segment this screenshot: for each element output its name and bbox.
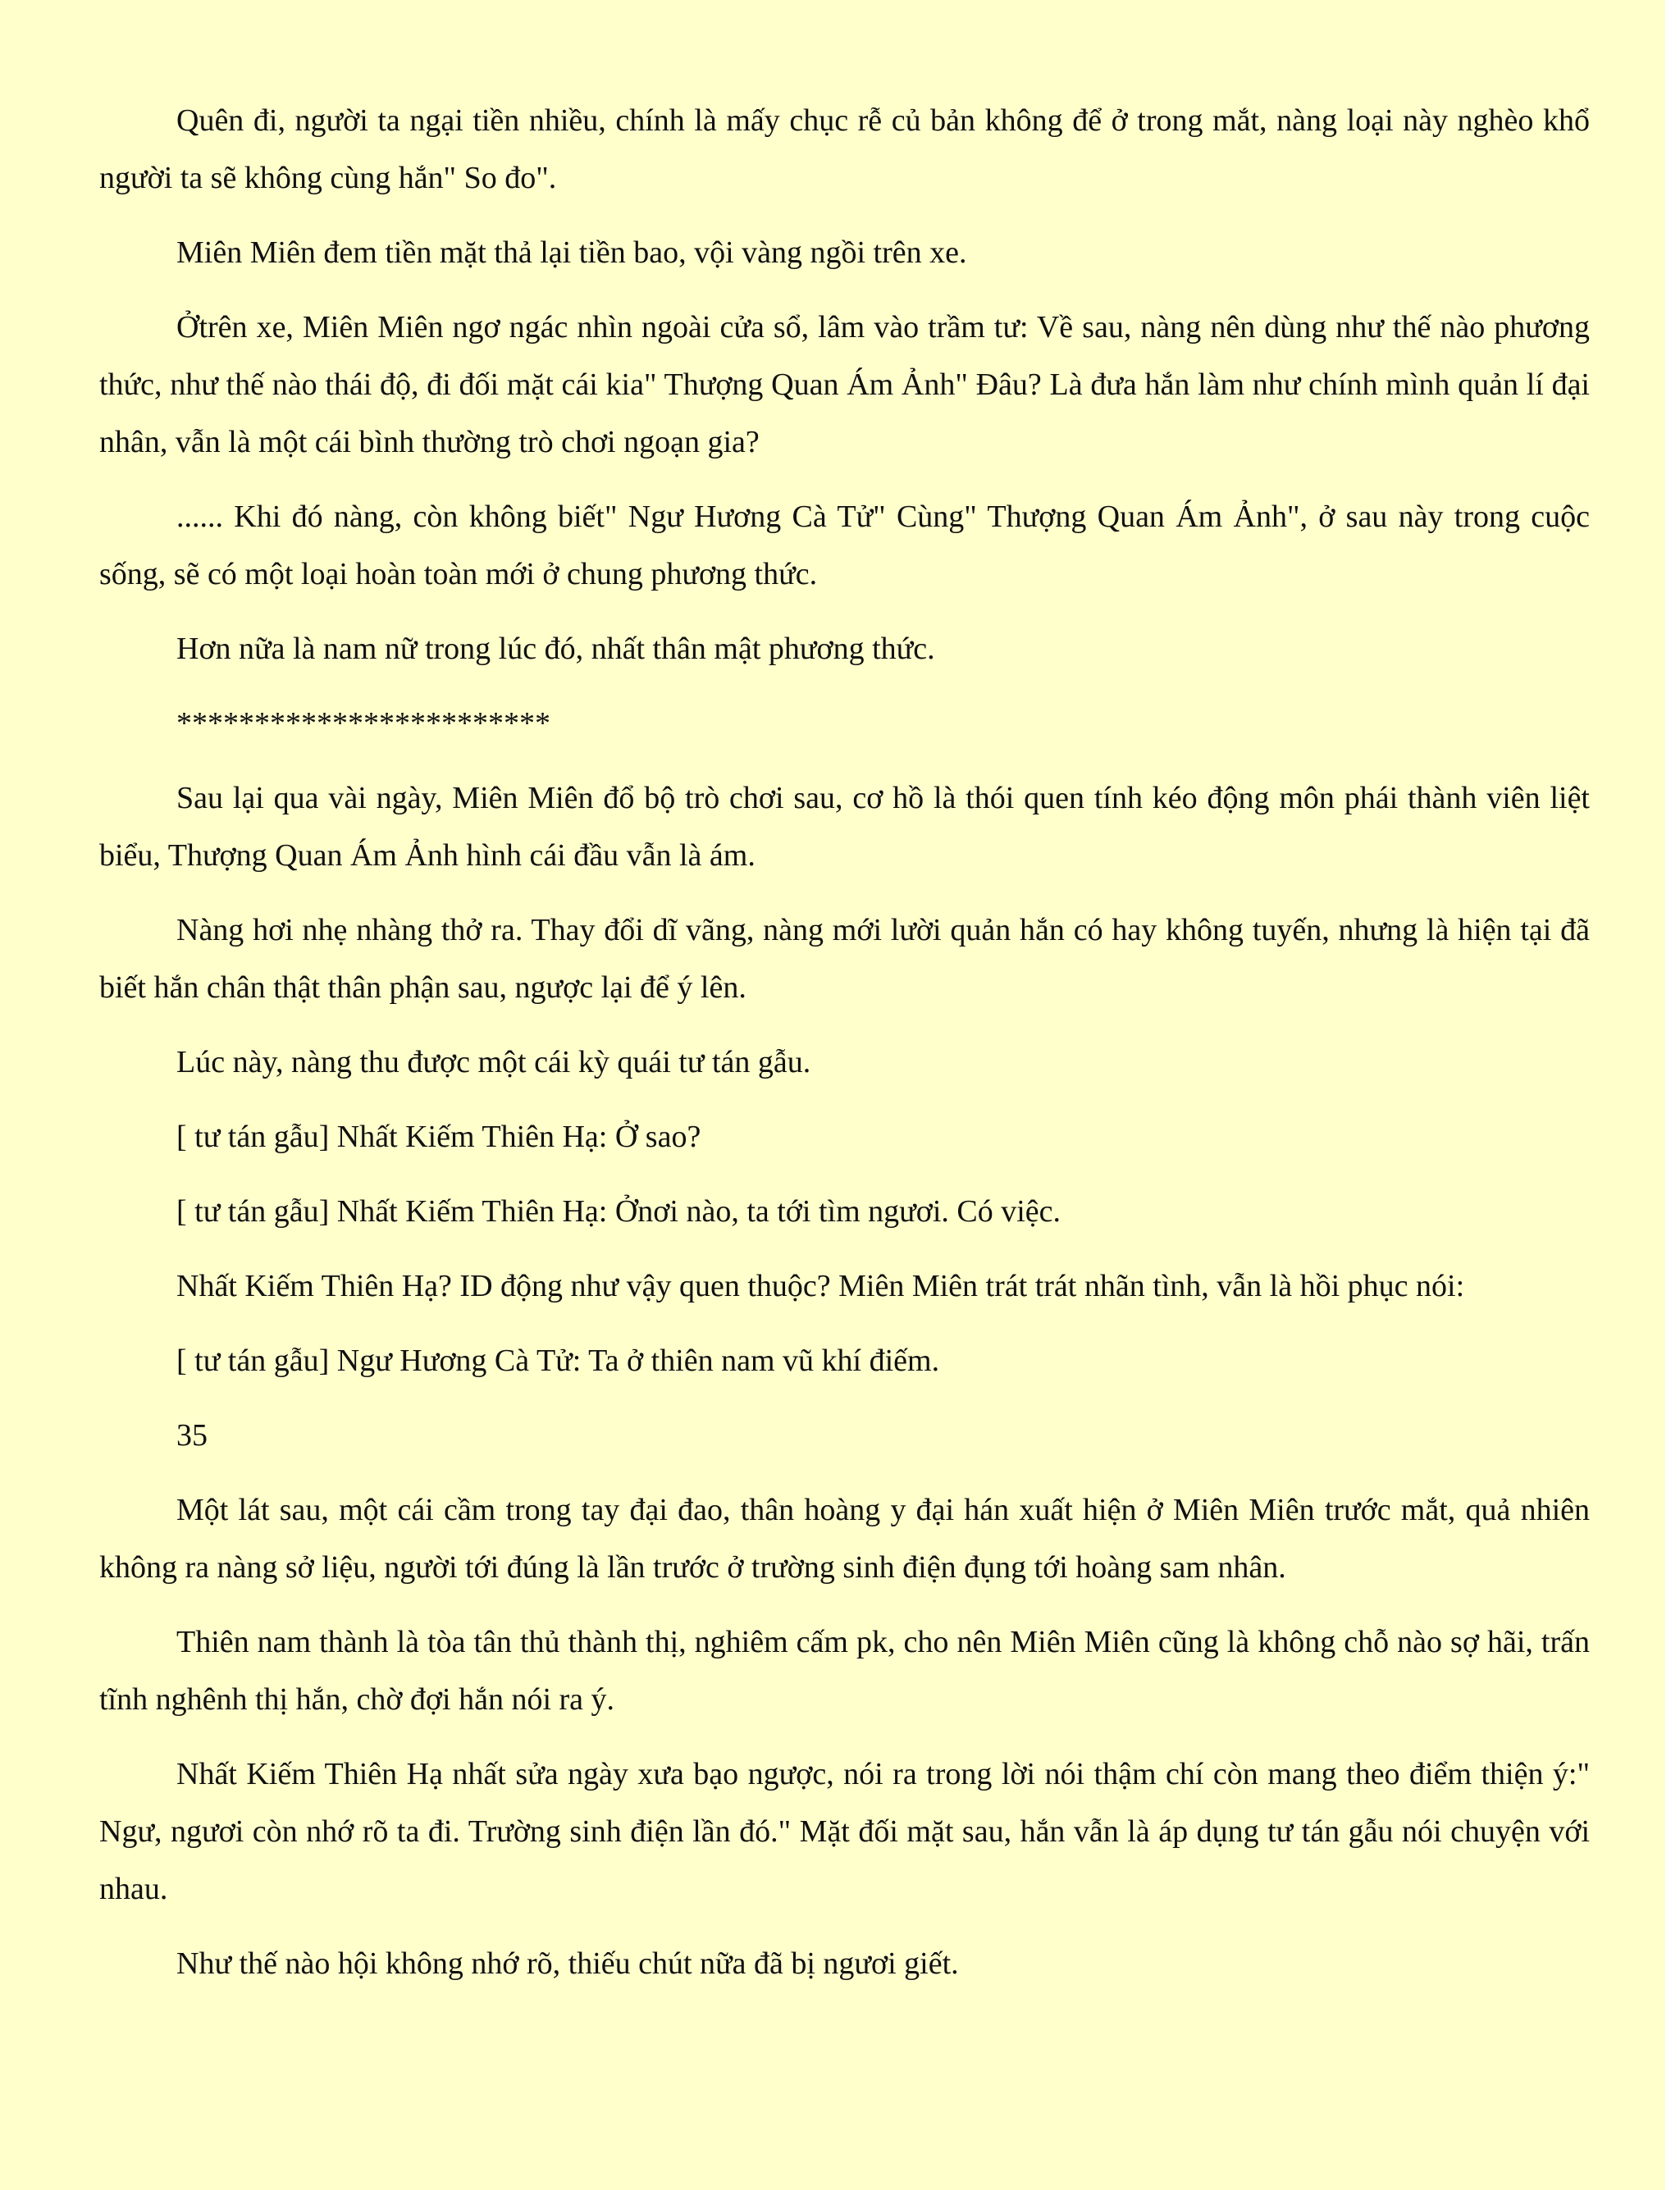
paragraph: Nhất Kiếm Thiên Hạ nhất sửa ngày xưa bạo ngược, nói ra trong lời nói thậm chí còn mang theo điểm thiện ý:" Ngư, ngươi còn nhớ rõ ta đi. Trường sinh điện lần đó." Mặt đối mặt sau, hắn vẫn là áp dụng tư tán gẫu nói chuyện với nhau. [99,1757,1590,1906]
paragraph: Nàng hơi nhẹ nhàng thở ra. Thay đổi dĩ vãng, nàng mới lười quản hắn có hay không tuyến, nhưng là hiện tại đã biết hắn chân thật thân phận sau, ngược lại để ý lên. [99,913,1590,1005]
chat-line: [ tư tán gẫu] Ngư Hương Cà Tử: Ta ở thiên nam vũ khí điếm. [176,1344,940,1378]
chat-line: [ tư tán gẫu] Nhất Kiếm Thiên Hạ: Ởnơi nào, ta tới tìm ngươi. Có việc. [176,1194,1061,1229]
paragraph: Lúc này, nàng thu được một cái kỳ quái tư tán gẫu. [176,1045,811,1079]
paragraph: Ởtrên xe, Miên Miên ngơ ngác nhìn ngoài cửa sổ, lâm vào trầm tư: Về sau, nàng nên dùng như thế nào phương thức, như thế nào thái độ, đi đối mặt cái kia" Thượng Quan Ám Ảnh" Đâu? Là đưa hắn làm như chính mình quản lí đại nhân, vẫn là một cái bình thường trò chơi ngoạn gia? [99,310,1590,459]
page-number: 35 [176,1418,208,1453]
paragraph: Miên Miên đem tiền mặt thả lại tiền bao, vội vàng ngồi trên xe. [176,235,967,270]
paragraph: Như thế nào hội không nhớ rõ, thiếu chút nữa đã bị ngươi giết. [176,1946,959,1981]
paragraph: Hơn nữa là nam nữ trong lúc đó, nhất thân mật phương thức. [176,632,935,666]
section-separator: ************************ [176,706,550,741]
chat-line: [ tư tán gẫu] Nhất Kiếm Thiên Hạ: Ở sao? [176,1120,701,1154]
paragraph: ...... Khi đó nàng, còn không biết" Ngư Hương Cà Tử" Cùng" Thượng Quan Ám Ảnh", ở sau này trong cuộc sống, sẽ có một loại hoàn toàn mới ở chung phương thức. [99,500,1590,591]
paragraph: Một lát sau, một cái cầm trong tay đại đao, thân hoàng y đại hán xuất hiện ở Miên Miên trước mắt, quả nhiên không ra nàng sở liệu, người tới đúng là lần trước ở trường sinh điện đụng tới hoàng sam nhân. [99,1493,1590,1585]
paragraph: Thiên nam thành là tòa tân thủ thành thị, nghiêm cấm pk, cho nên Miên Miên cũng là không chỗ nào sợ hãi, trấn tĩnh nghênh thị hắn, chờ đợi hắn nói ra ý. [99,1625,1590,1717]
paragraph: Sau lại qua vài ngày, Miên Miên đổ bộ trò chơi sau, cơ hồ là thói quen tính kéo động môn phái thành viên liệt biểu, Thượng Quan Ám Ảnh hình cái đầu vẫn là ám. [99,781,1590,873]
paragraph: Nhất Kiếm Thiên Hạ? ID động như vậy quen thuộc? Miên Miên trát trát nhãn tình, vẫn là hồi phục nói: [176,1269,1465,1303]
paragraph: Quên đi, người ta ngại tiền nhiều, chính là mấy chục rễ củ bản không để ở trong mắt, nàng loại này nghèo khổ người ta sẽ không cùng hắn" So đo". [99,103,1590,195]
